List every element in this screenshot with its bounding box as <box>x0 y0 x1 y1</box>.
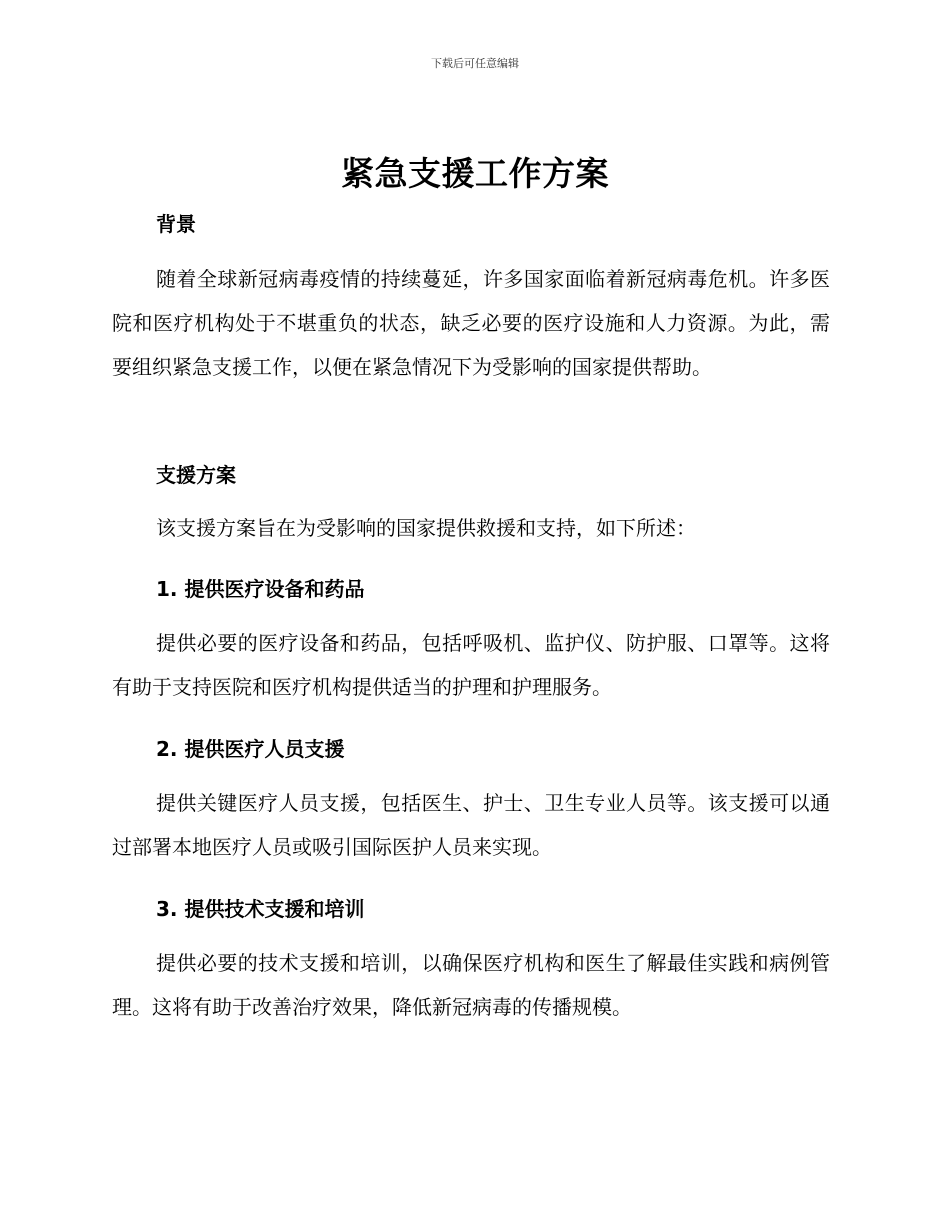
section-heading-medical-equipment: 1. 提供医疗设备和药品 <box>156 577 365 601</box>
section-paragraph-medical-staff: 提供关键医疗人员支援，包括医生、护士、卫生专业人员等。该支援可以通过部署本地医疗人员或吸引国际医护人员来实现。 <box>112 791 830 859</box>
document-title: 紧急支援工作方案 <box>341 154 609 193</box>
section-paragraph-background: 随着全球新冠病毒疫情的持续蔓延，许多国家面临着新冠病毒危机。许多医院和医疗机构处于不堪重负的状态，缺乏必要的医疗设施和人力资源。为此，需要组织紧急支援工作，以便在紧急情况下为受影响的国家提供帮助。 <box>112 267 830 379</box>
section-paragraph-medical-equipment: 提供必要的医疗设备和药品，包括呼吸机、监护仪、防护服、口罩等。这将有助于支持医院和医疗机构提供适当的护理和护理服务。 <box>112 631 830 699</box>
section-heading-support-plan: 支援方案 <box>156 463 236 487</box>
section-paragraph-technical-support: 提供必要的技术支援和培训，以确保医疗机构和医生了解最佳实践和病例管理。这将有助于改善治疗效果，降低新冠病毒的传播规模。 <box>112 951 830 1019</box>
section-heading-technical-support: 3. 提供技术支援和培训 <box>156 897 365 921</box>
section-heading-background: 背景 <box>156 212 196 236</box>
section-heading-medical-staff: 2. 提供医疗人员支援 <box>156 737 345 761</box>
section-paragraph-support-plan: 该支援方案旨在为受影响的国家提供救援和支持，如下所述： <box>156 516 696 540</box>
page-header-watermark: 下载后可任意编辑 <box>431 57 519 70</box>
